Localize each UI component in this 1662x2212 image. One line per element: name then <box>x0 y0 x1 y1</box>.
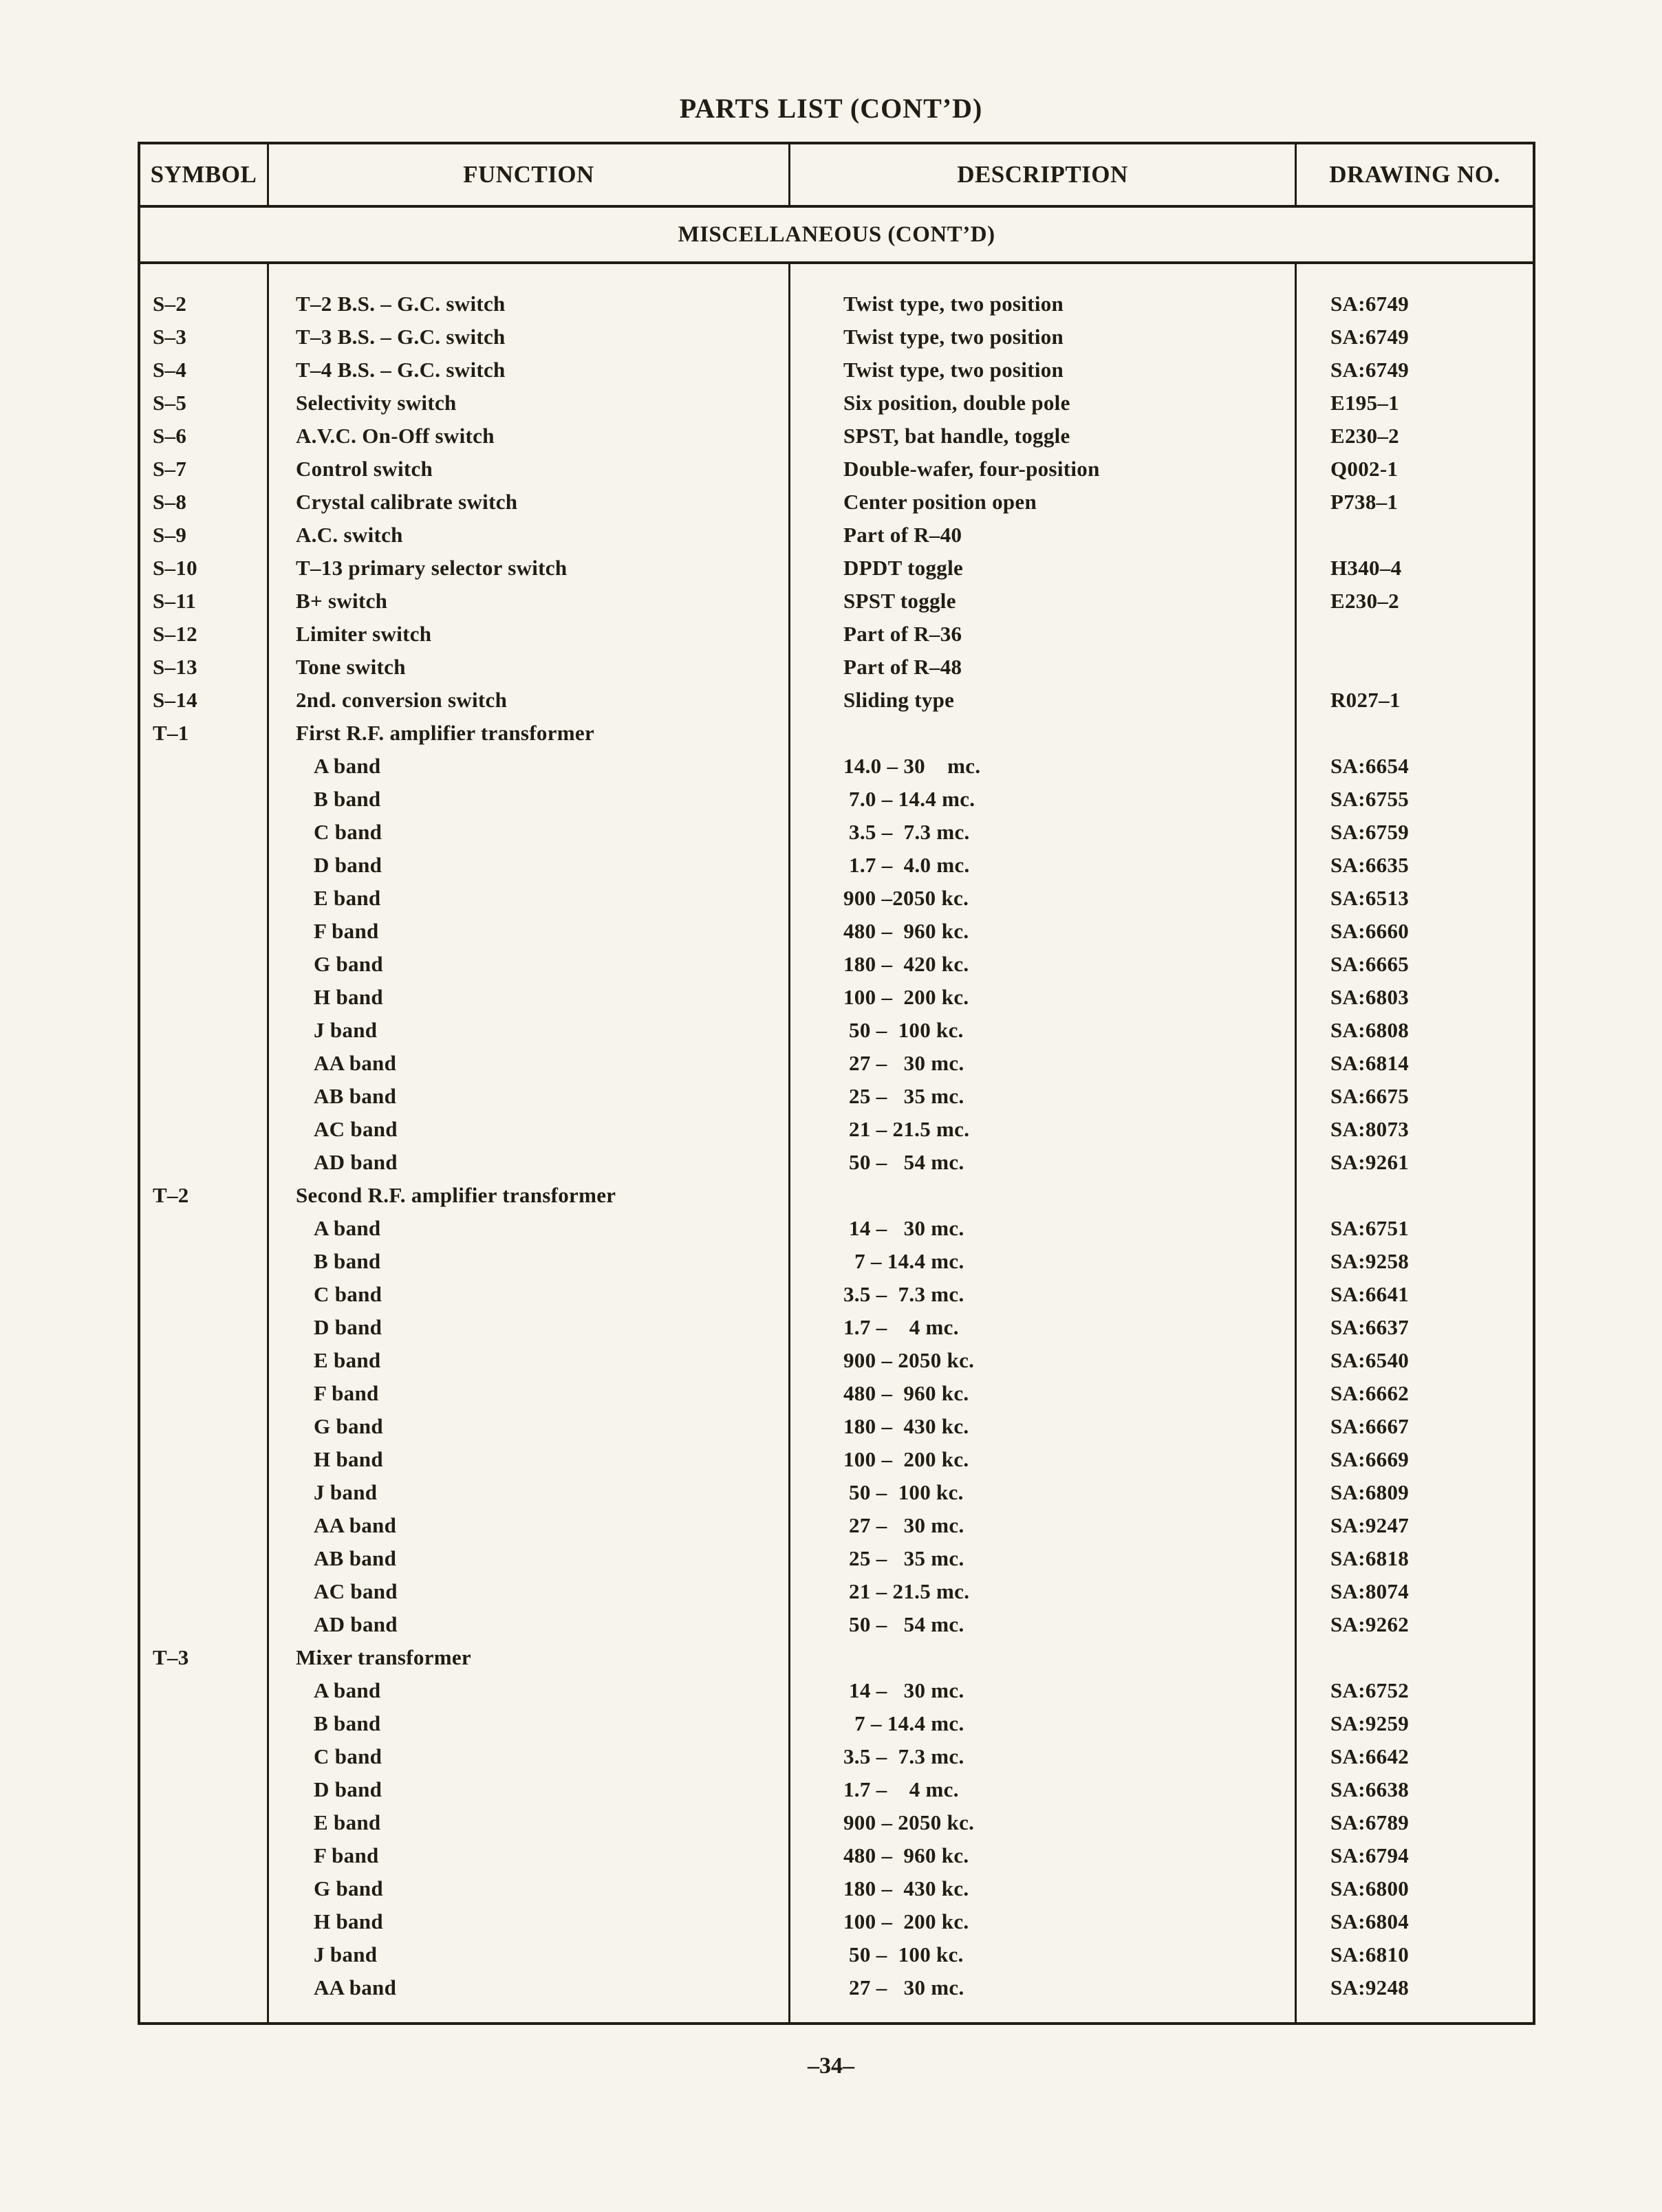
table-row <box>140 651 1533 684</box>
function-cell: T–4 B.S. – G.C. switch <box>296 358 506 382</box>
symbol-cell <box>140 816 267 849</box>
drawing-cell: SA:6752 <box>1330 1678 1410 1702</box>
drawing-cell: SA:6751 <box>1330 1216 1410 1240</box>
symbol-cell <box>140 849 267 882</box>
function-cell: A band <box>314 1216 381 1240</box>
table-row <box>140 1014 1533 1047</box>
description-cell: 14.0 – 30 mc. <box>843 754 981 778</box>
description-cell: 27 – 30 mc. <box>843 1513 964 1537</box>
function-cell: B band <box>314 1711 381 1735</box>
symbol-cell <box>140 1212 267 1245</box>
function-cell: D band <box>314 1315 382 1339</box>
function-cell: Crystal calibrate switch <box>296 490 518 514</box>
drawing-cell: Q002-1 <box>1330 457 1399 481</box>
drawing-cell: R027–1 <box>1330 688 1401 712</box>
description-cell: Part of R–36 <box>843 622 962 646</box>
drawing-cell: SA:6654 <box>1330 754 1410 778</box>
drawing-cell <box>1295 1179 1533 1212</box>
table-row <box>140 321 1533 354</box>
description-cell: 1.7 – 4 mc. <box>843 1777 959 1801</box>
table-row <box>140 783 1533 816</box>
symbol-cell: S–12 <box>153 622 197 646</box>
page-title: PARTS LIST (CONT’D) <box>679 93 983 124</box>
drawing-cell: SA:6749 <box>1330 292 1410 316</box>
symbol-cell: S–4 <box>153 358 187 382</box>
symbol-cell <box>140 1146 267 1179</box>
symbol-cell: T–1 <box>153 721 189 745</box>
table-row <box>140 948 1533 981</box>
symbol-cell <box>140 1443 267 1476</box>
drawing-cell: SA:6810 <box>1330 1942 1410 1966</box>
description-cell: 180 – 430 kc. <box>843 1876 969 1900</box>
table-row <box>140 915 1533 948</box>
symbol-cell <box>140 1839 267 1872</box>
description-cell: 7.0 – 14.4 mc. <box>843 787 975 811</box>
symbol-cell <box>140 1410 267 1443</box>
table-row <box>140 1344 1533 1377</box>
symbol-cell <box>140 1113 267 1146</box>
symbol-cell: S–13 <box>153 655 197 679</box>
function-cell: Tone switch <box>296 655 406 679</box>
description-cell: 100 – 200 kc. <box>843 1447 969 1471</box>
header-function: FUNCTION <box>267 144 788 205</box>
description-cell: 1.7 – 4 mc. <box>843 1315 959 1339</box>
function-cell: 2nd. conversion switch <box>296 688 508 712</box>
column-divider-function-description <box>788 264 790 2022</box>
table-row <box>140 1113 1533 1146</box>
symbol-cell: S–5 <box>153 391 187 415</box>
table-body <box>140 264 1533 2022</box>
function-cell: A band <box>314 754 381 778</box>
drawing-cell: SA:6803 <box>1330 985 1410 1009</box>
description-cell: 900 – 2050 kc. <box>843 1348 975 1372</box>
function-cell: A.V.C. On-Off switch <box>296 424 495 448</box>
description-cell: 480 – 960 kc. <box>843 1381 969 1405</box>
symbol-cell: S–7 <box>153 457 187 481</box>
symbol-cell <box>140 915 267 948</box>
description-cell: 100 – 200 kc. <box>843 1909 969 1933</box>
description-cell: 7 – 14.4 mc. <box>843 1711 964 1735</box>
symbol-cell: S–9 <box>153 523 187 547</box>
function-cell: AA band <box>314 1051 397 1075</box>
description-cell: 27 – 30 mc. <box>843 1975 964 1999</box>
drawing-cell: SA:9248 <box>1330 1975 1410 1999</box>
function-cell: First R.F. amplifier transformer <box>296 721 595 745</box>
description-cell: 3.5 – 7.3 mc. <box>843 1744 964 1768</box>
description-cell: 3.5 – 7.3 mc. <box>843 1282 964 1306</box>
drawing-cell: SA:6635 <box>1330 853 1410 877</box>
function-cell: J band <box>314 1018 378 1042</box>
table-row <box>140 1740 1533 1773</box>
symbol-cell <box>140 1971 267 2004</box>
function-cell: D band <box>314 1777 382 1801</box>
function-cell: Limiter switch <box>296 622 432 646</box>
table-row <box>140 849 1533 882</box>
symbol-cell <box>140 1905 267 1938</box>
description-cell: 21 – 21.5 mc. <box>843 1117 970 1141</box>
drawing-cell: SA:6818 <box>1330 1546 1410 1570</box>
function-cell: F band <box>314 1843 379 1867</box>
description-cell: 180 – 430 kc. <box>843 1414 969 1438</box>
drawing-cell: SA:6809 <box>1330 1480 1410 1504</box>
table-header-row <box>140 144 1533 208</box>
symbol-cell <box>140 1542 267 1575</box>
table-row <box>140 816 1533 849</box>
table-row <box>140 1410 1533 1443</box>
function-cell: D band <box>314 853 382 877</box>
symbol-cell: T–2 <box>153 1183 189 1207</box>
table-row <box>140 1872 1533 1905</box>
table-row <box>140 1608 1533 1641</box>
description-cell: 25 – 35 mc. <box>843 1546 964 1570</box>
drawing-cell <box>1295 618 1533 651</box>
drawing-cell: SA:6669 <box>1330 1447 1410 1471</box>
function-cell: C band <box>314 1282 382 1306</box>
function-cell: G band <box>314 952 383 976</box>
table-row <box>140 1542 1533 1575</box>
description-cell: Sliding type <box>843 688 955 712</box>
table-row <box>140 618 1533 651</box>
function-cell: F band <box>314 919 379 943</box>
symbol-cell <box>140 783 267 816</box>
drawing-cell: SA:6642 <box>1330 1744 1410 1768</box>
description-cell: 25 – 35 mc. <box>843 1084 964 1108</box>
drawing-cell: P738–1 <box>1330 490 1399 514</box>
symbol-cell <box>140 1509 267 1542</box>
header-symbol: SYMBOL <box>150 161 257 188</box>
symbol-cell: S–10 <box>153 556 197 580</box>
symbol-cell: T–3 <box>153 1645 189 1669</box>
drawing-cell: SA:9258 <box>1330 1249 1410 1273</box>
drawing-cell: SA:6637 <box>1330 1315 1410 1339</box>
description-cell: 21 – 21.5 mc. <box>843 1579 970 1603</box>
description-cell: Twist type, two position <box>843 325 1064 349</box>
table-row <box>140 1905 1533 1938</box>
description-cell: Part of R–48 <box>843 655 962 679</box>
description-cell: DPDT toggle <box>843 556 964 580</box>
description-cell <box>788 717 1295 750</box>
symbol-cell <box>140 1047 267 1080</box>
table-row <box>140 1773 1533 1806</box>
symbol-cell <box>140 750 267 783</box>
symbol-cell: S–2 <box>153 292 187 316</box>
description-cell: 180 – 420 kc. <box>843 952 969 976</box>
symbol-cell <box>140 1773 267 1806</box>
drawing-cell: SA:6662 <box>1330 1381 1410 1405</box>
symbol-cell <box>140 1014 267 1047</box>
function-cell: E band <box>314 1348 381 1372</box>
table-row <box>140 981 1533 1014</box>
description-cell: 14 – 30 mc. <box>843 1678 964 1702</box>
symbol-cell <box>140 1278 267 1311</box>
drawing-cell: SA:9261 <box>1330 1150 1410 1174</box>
table-row <box>140 453 1533 486</box>
drawing-cell <box>1295 717 1533 750</box>
drawing-cell: E230–2 <box>1330 589 1399 613</box>
description-cell: Double-wafer, four-position <box>843 457 1100 481</box>
symbol-cell: S–11 <box>153 589 197 613</box>
symbol-cell <box>140 1476 267 1509</box>
drawing-cell: SA:6755 <box>1330 787 1410 811</box>
description-cell: Center position open <box>843 490 1037 514</box>
function-cell: T–2 B.S. – G.C. switch <box>296 292 506 316</box>
drawing-cell: SA:6814 <box>1330 1051 1410 1075</box>
function-cell: AB band <box>314 1546 397 1570</box>
symbol-cell <box>140 1377 267 1410</box>
header-description: DESCRIPTION <box>788 144 1295 205</box>
drawing-cell: SA:6759 <box>1330 820 1410 844</box>
drawing-cell: SA:8074 <box>1330 1579 1410 1603</box>
function-cell: A band <box>314 1678 381 1702</box>
table-row <box>140 1443 1533 1476</box>
symbol-cell <box>140 1707 267 1740</box>
description-cell: Six position, double pole <box>843 391 1070 415</box>
description-cell: 480 – 960 kc. <box>843 919 969 943</box>
table-row <box>140 552 1533 585</box>
description-cell: Twist type, two position <box>843 358 1064 382</box>
description-cell: 27 – 30 mc. <box>843 1051 964 1075</box>
drawing-cell: SA:6800 <box>1330 1876 1410 1900</box>
table-row <box>140 1278 1533 1311</box>
symbol-cell <box>140 1806 267 1839</box>
table-row <box>140 1377 1533 1410</box>
drawing-cell: SA:6804 <box>1330 1909 1410 1933</box>
function-cell: T–3 B.S. – G.C. switch <box>296 325 506 349</box>
symbol-cell <box>140 1938 267 1971</box>
drawing-cell: SA:6749 <box>1330 358 1410 382</box>
function-cell: AC band <box>314 1117 398 1141</box>
drawing-cell: SA:6667 <box>1330 1414 1410 1438</box>
function-cell: C band <box>314 820 382 844</box>
function-cell: H band <box>314 985 383 1009</box>
symbol-cell: S–6 <box>153 424 187 448</box>
table-row <box>140 1509 1533 1542</box>
table-row <box>140 387 1533 420</box>
function-cell: AC band <box>314 1579 398 1603</box>
drawing-cell: SA:6660 <box>1330 919 1410 943</box>
symbol-cell: S–14 <box>153 688 197 712</box>
function-cell: H band <box>314 1447 383 1471</box>
symbol-cell <box>140 1245 267 1278</box>
description-cell: 1.7 – 4.0 mc. <box>843 853 970 877</box>
table-row <box>140 684 1533 717</box>
table-row <box>140 1047 1533 1080</box>
drawing-cell <box>1295 651 1533 684</box>
function-cell: AD band <box>314 1150 398 1174</box>
column-divider-symbol-function <box>267 264 269 2022</box>
description-cell: 50 – 100 kc. <box>843 1942 964 1966</box>
header-drawing-no: DRAWING NO. <box>1295 144 1533 205</box>
description-cell <box>788 1179 1295 1212</box>
description-cell: Twist type, two position <box>843 292 1064 316</box>
function-cell: H band <box>314 1909 383 1933</box>
function-cell: B band <box>314 1249 381 1273</box>
function-cell: AA band <box>314 1513 397 1537</box>
description-cell: 3.5 – 7.3 mc. <box>843 820 970 844</box>
drawing-cell: SA:6665 <box>1330 952 1410 976</box>
function-cell: Control switch <box>296 457 433 481</box>
drawing-cell: SA:6808 <box>1330 1018 1410 1042</box>
function-cell: J band <box>314 1480 378 1504</box>
description-cell: 900 –2050 kc. <box>843 886 969 910</box>
table-row <box>140 1212 1533 1245</box>
table-row <box>140 1971 1533 2004</box>
drawing-cell: SA:9247 <box>1330 1513 1410 1537</box>
function-cell: A.C. switch <box>296 523 403 547</box>
function-cell: E band <box>314 886 381 910</box>
description-cell: 900 – 2050 kc. <box>843 1810 975 1834</box>
symbol-cell: S–3 <box>153 325 187 349</box>
table-row <box>140 1476 1533 1509</box>
drawing-cell: SA:6638 <box>1330 1777 1410 1801</box>
table-row <box>140 1311 1533 1344</box>
function-cell: B band <box>314 787 381 811</box>
function-cell: AA band <box>314 1975 397 1999</box>
symbol-cell <box>140 882 267 915</box>
symbol-cell <box>140 948 267 981</box>
function-cell: E band <box>314 1810 381 1834</box>
function-cell: G band <box>314 1876 383 1900</box>
symbol-cell <box>140 1575 267 1608</box>
table-row <box>140 750 1533 783</box>
drawing-cell: SA:6540 <box>1330 1348 1410 1372</box>
symbol-cell <box>140 1674 267 1707</box>
drawing-cell <box>1295 519 1533 552</box>
drawing-cell: SA:6513 <box>1330 886 1410 910</box>
drawing-cell: SA:9259 <box>1330 1711 1410 1735</box>
drawing-cell: SA:6789 <box>1330 1810 1410 1834</box>
table-row <box>140 1806 1533 1839</box>
table-row <box>140 1080 1533 1113</box>
description-cell: 14 – 30 mc. <box>843 1216 964 1240</box>
function-cell: T–13 primary selector switch <box>296 556 568 580</box>
symbol-cell <box>140 1872 267 1905</box>
table-row <box>140 486 1533 519</box>
table-row <box>140 1839 1533 1872</box>
function-cell: F band <box>314 1381 379 1405</box>
section-header: MISCELLANEOUS (CONT’D) <box>140 208 1533 264</box>
function-cell: G band <box>314 1414 383 1438</box>
function-cell: Selectivity switch <box>296 391 457 415</box>
symbol-cell <box>140 1740 267 1773</box>
page-number: –34– <box>808 2053 854 2079</box>
table-row <box>140 1146 1533 1179</box>
function-cell: Mixer transformer <box>296 1645 471 1669</box>
table-row <box>140 354 1533 387</box>
table-row <box>140 1707 1533 1740</box>
description-cell: SPST, bat handle, toggle <box>843 424 1070 448</box>
drawing-cell: E195–1 <box>1330 391 1399 415</box>
symbol-cell <box>140 1080 267 1113</box>
table-row <box>140 717 1533 750</box>
drawing-cell: SA:6749 <box>1330 325 1410 349</box>
description-cell: 50 – 100 kc. <box>843 1018 964 1042</box>
function-cell: AD band <box>314 1612 398 1636</box>
symbol-cell <box>140 981 267 1014</box>
symbol-cell: S–8 <box>153 490 187 514</box>
table-row <box>140 1245 1533 1278</box>
table-row <box>140 1179 1533 1212</box>
description-cell: 50 – 54 mc. <box>843 1612 964 1636</box>
drawing-cell <box>1295 1641 1533 1674</box>
function-cell: AB band <box>314 1084 397 1108</box>
parts-table <box>138 142 1535 2025</box>
table-row <box>140 519 1533 552</box>
drawing-cell: SA:8073 <box>1330 1117 1410 1141</box>
table-row <box>140 882 1533 915</box>
drawing-cell: SA:6794 <box>1330 1843 1410 1867</box>
table-row <box>140 420 1533 453</box>
function-cell: J band <box>314 1942 378 1966</box>
description-cell: SPST toggle <box>843 589 956 613</box>
column-divider-description-drawing <box>1295 264 1297 2022</box>
table-row <box>140 585 1533 618</box>
drawing-cell: E230–2 <box>1330 424 1399 448</box>
description-cell: 480 – 960 kc. <box>843 1843 969 1867</box>
description-cell: 100 – 200 kc. <box>843 985 969 1009</box>
description-cell <box>788 1641 1295 1674</box>
function-cell: C band <box>314 1744 382 1768</box>
table-row <box>140 288 1533 321</box>
drawing-cell: SA:6641 <box>1330 1282 1410 1306</box>
function-cell: B+ switch <box>296 589 388 613</box>
table-row <box>140 1674 1533 1707</box>
drawing-cell: H340–4 <box>1330 556 1402 580</box>
description-cell: 50 – 100 kc. <box>843 1480 964 1504</box>
symbol-cell <box>140 1311 267 1344</box>
description-cell: 50 – 54 mc. <box>843 1150 964 1174</box>
drawing-cell: SA:6675 <box>1330 1084 1410 1108</box>
table-row <box>140 1641 1533 1674</box>
drawing-cell: SA:9262 <box>1330 1612 1410 1636</box>
description-cell: 7 – 14.4 mc. <box>843 1249 964 1273</box>
table-row <box>140 1575 1533 1608</box>
table-row <box>140 1938 1533 1971</box>
description-cell: Part of R–40 <box>843 523 962 547</box>
symbol-cell <box>140 1608 267 1641</box>
function-cell: Second R.F. amplifier transformer <box>296 1183 616 1207</box>
symbol-cell <box>140 1344 267 1377</box>
